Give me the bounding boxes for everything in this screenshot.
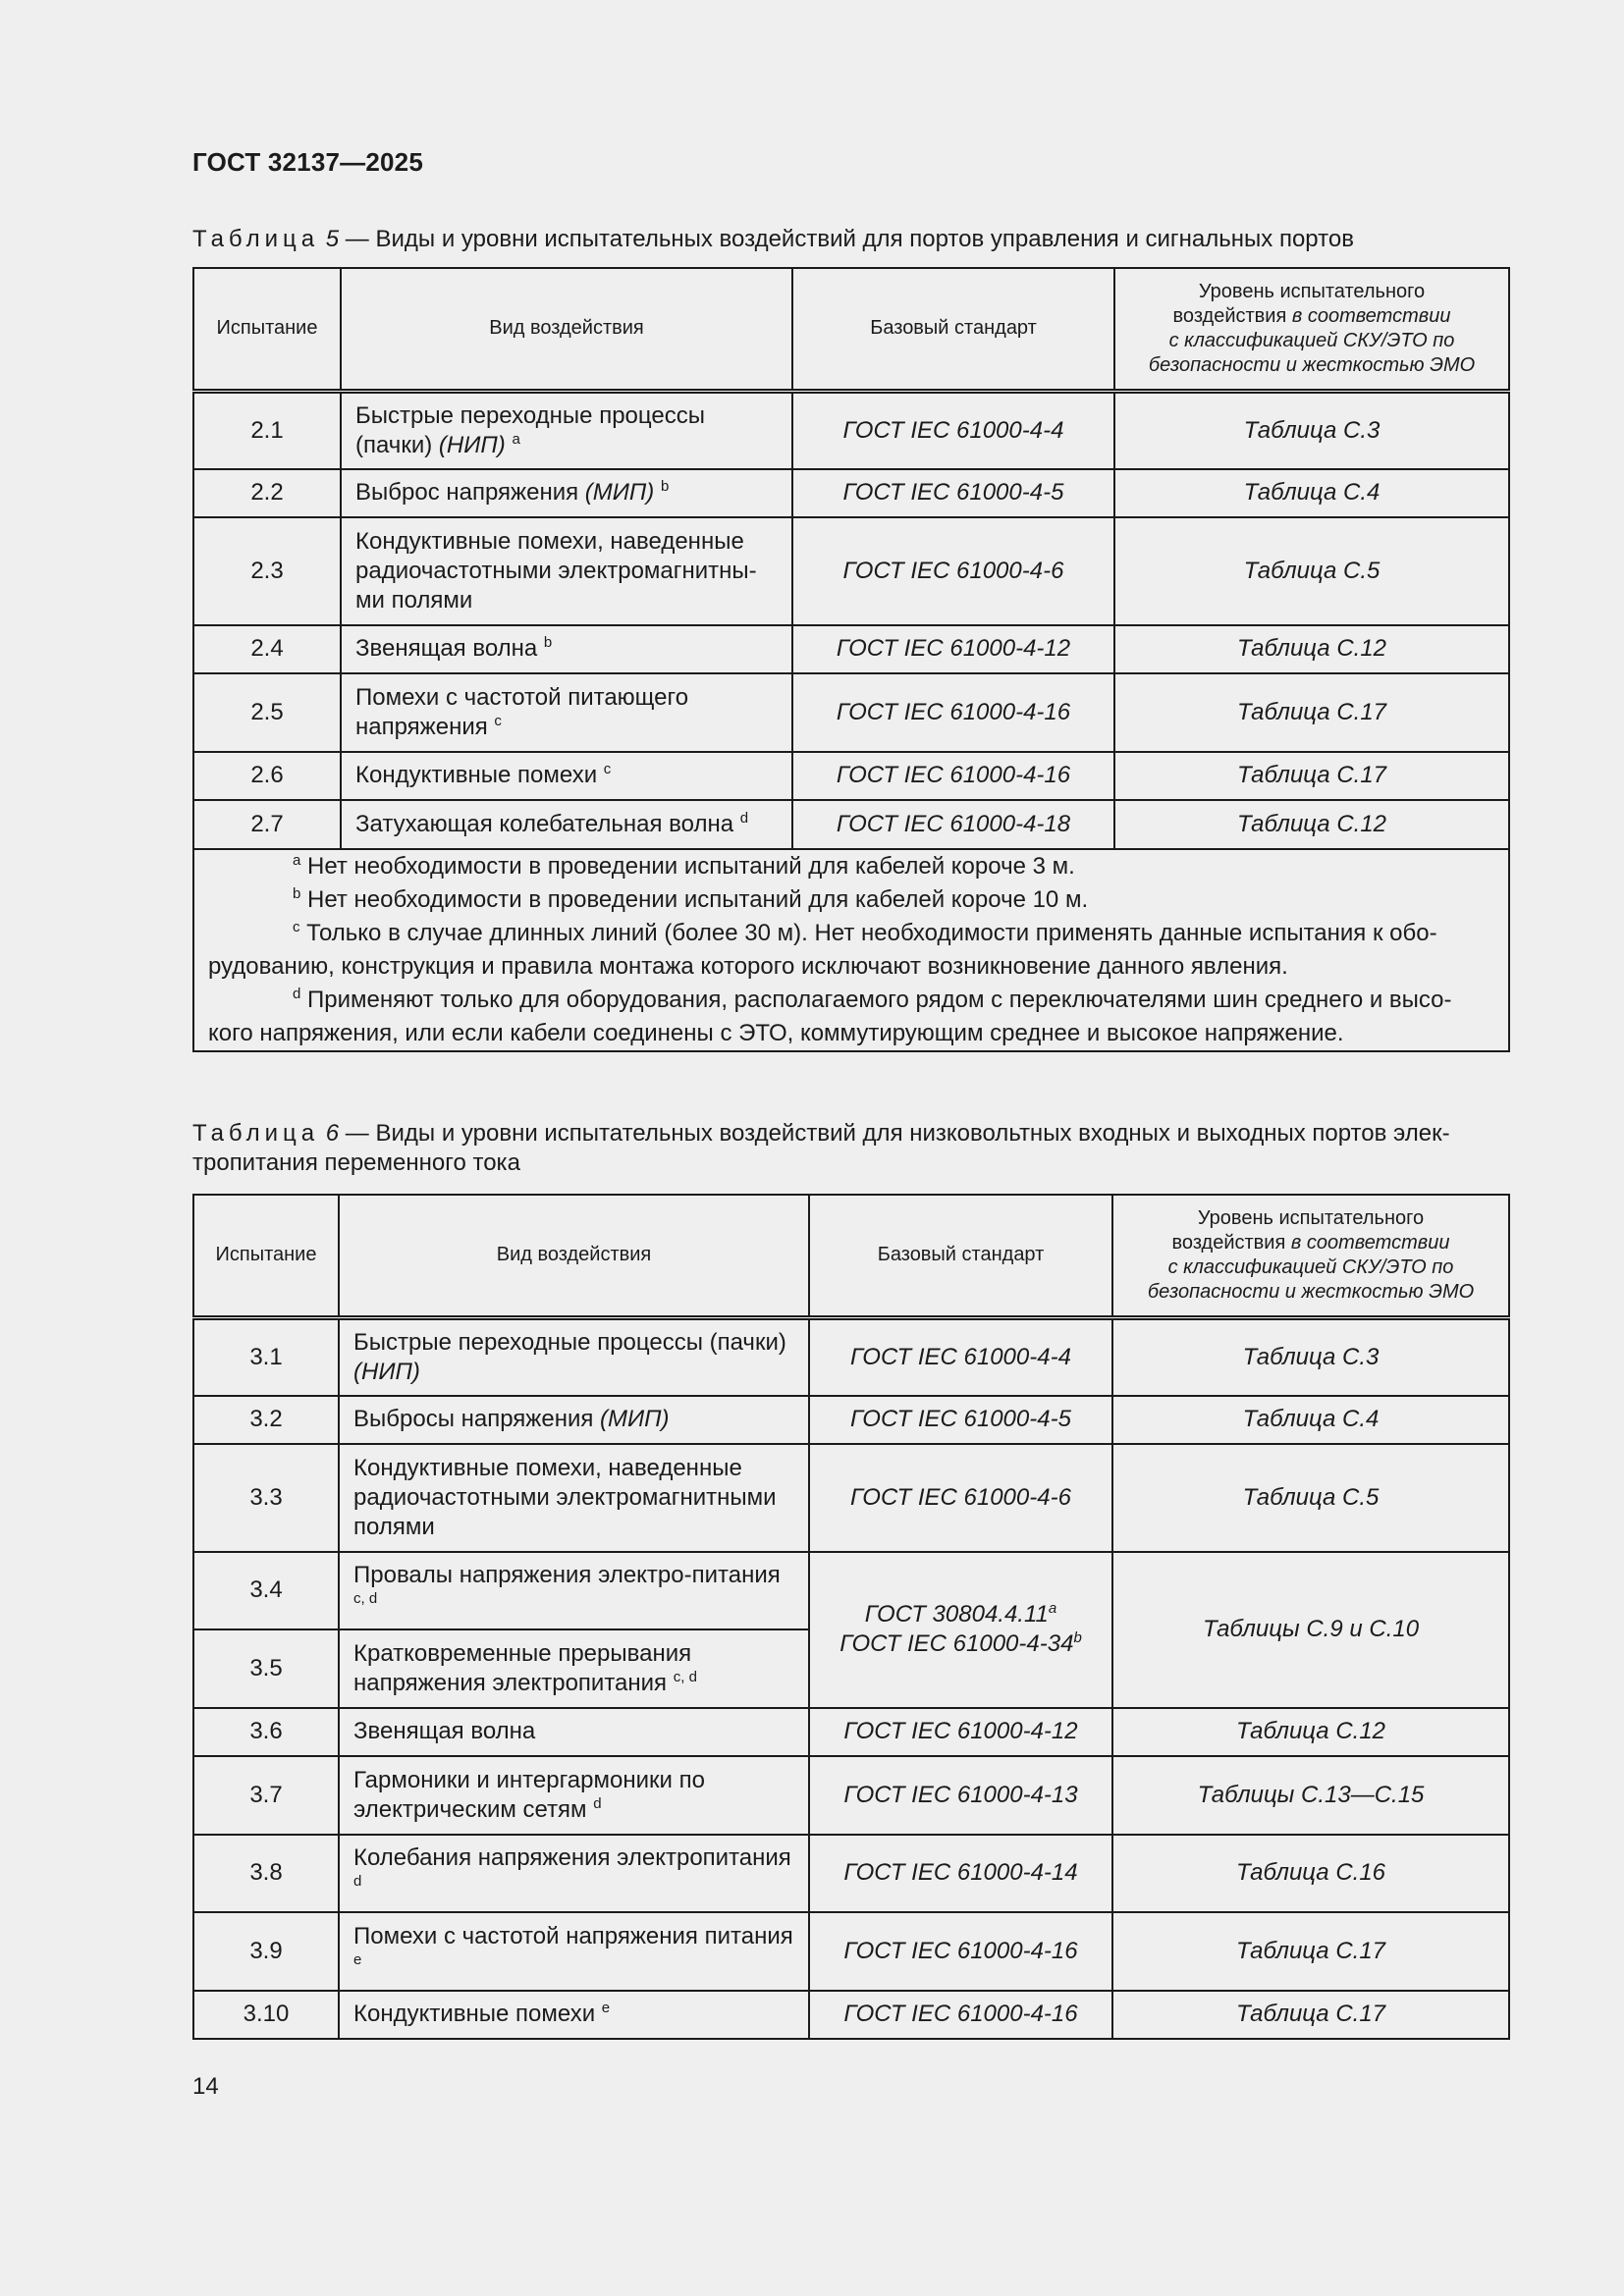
footnote bbox=[208, 883, 1494, 917]
cell-kind bbox=[341, 673, 792, 752]
cell-level: Таблица С.17 bbox=[1114, 673, 1509, 752]
table-header-row bbox=[193, 1195, 1509, 1317]
footnote-mark: c bbox=[293, 918, 300, 935]
kind-abbr: (МИП) bbox=[600, 1406, 670, 1433]
footnote-ref: a bbox=[512, 430, 520, 448]
footnote bbox=[208, 984, 1494, 1050]
cell-test: 3.5 bbox=[193, 1629, 339, 1708]
cell-kind bbox=[339, 1835, 809, 1913]
footnote-ref: b bbox=[660, 478, 670, 496]
cell-test: 3.7 bbox=[193, 1756, 339, 1835]
cell-level: Таблица С.3 bbox=[1112, 1317, 1509, 1396]
cell-kind bbox=[339, 1629, 809, 1708]
cell-standard: ГОСТ IEC 61000-4-4 bbox=[809, 1317, 1112, 1396]
footnote-ref: c bbox=[603, 761, 612, 778]
kind-text: Помехи с частотой напряжения питания bbox=[353, 1922, 793, 1949]
footnote-mark: a bbox=[293, 851, 301, 869]
footnote-ref: c bbox=[494, 712, 502, 729]
cell-standard: ГОСТ IEC 61000-4-16 bbox=[792, 673, 1114, 752]
table5-notes bbox=[193, 849, 1509, 1051]
cell-standard: ГОСТ IEC 61000-4-5 bbox=[792, 469, 1114, 518]
kind-text: Провалы напряжения электро-питания bbox=[353, 1562, 781, 1589]
caption-text: — Виды и уровни испытательных воздействий для низковольтных входных и выходных портов элек-тропитания переменного тока bbox=[192, 1120, 1450, 1176]
table-row bbox=[193, 1991, 1509, 2040]
col-header-standard: Базовый стандарт bbox=[809, 1195, 1112, 1317]
col-header-test: Испытание bbox=[193, 268, 341, 391]
kind-text: Затухающая колебательная волна bbox=[355, 810, 734, 837]
cell-test: 3.2 bbox=[193, 1396, 339, 1445]
cell-test: 2.1 bbox=[193, 391, 341, 469]
table5-caption bbox=[192, 225, 1508, 254]
kind-text: Кондуктивные помехи bbox=[355, 762, 598, 789]
cell-kind bbox=[341, 752, 792, 801]
col-header-kind: Вид воздействия bbox=[339, 1195, 809, 1317]
cell-standard: ГОСТ IEC 61000-4-16 bbox=[809, 1912, 1112, 1991]
document-id: ГОСТ 32137—2025 bbox=[192, 147, 423, 177]
col-header-level: Уровень испытательного воздействия в соответствии с классификацией СКУ/ЭТО по безопасности и жесткостью ЭМО bbox=[1112, 1195, 1509, 1317]
cell-standard: ГОСТ IEC 61000-4-5 bbox=[809, 1396, 1112, 1445]
caption-number: 6 bbox=[325, 1120, 340, 1147]
col-header-level: Уровень испытательного воздействия в соответствии с классификацией СКУ/ЭТО по безопасности и жесткостью ЭМО bbox=[1114, 268, 1509, 391]
table-row bbox=[193, 625, 1509, 674]
footnote-ref: d bbox=[739, 809, 749, 827]
footnote bbox=[208, 917, 1494, 984]
kind-text: Звенящая волна bbox=[355, 635, 538, 663]
table-row bbox=[193, 1396, 1509, 1445]
cell-standard: ГОСТ IEC 61000-4-16 bbox=[809, 1991, 1112, 2040]
cell-kind bbox=[341, 625, 792, 674]
caption-word: Таблица bbox=[192, 226, 320, 252]
cell-level: Таблица С.12 bbox=[1114, 625, 1509, 674]
cell-standard: ГОСТ IEC 61000-4-13 bbox=[809, 1756, 1112, 1835]
cell-kind bbox=[339, 1912, 809, 1991]
cell-test: 2.6 bbox=[193, 752, 341, 801]
cell-level: Таблица С.17 bbox=[1112, 1912, 1509, 1991]
table-notes-row bbox=[193, 849, 1509, 1051]
caption-word: Таблица bbox=[192, 1120, 320, 1147]
table6 bbox=[192, 1194, 1510, 2040]
kind-text: Помехи с частотой питающего напряжения bbox=[355, 683, 689, 740]
caption-number: 5 bbox=[325, 226, 340, 252]
cell-test: 3.9 bbox=[193, 1912, 339, 1991]
cell-test: 2.4 bbox=[193, 625, 341, 674]
col-header-test: Испытание bbox=[193, 1195, 339, 1317]
cell-standard: ГОСТ IEC 61000-4-16 bbox=[792, 752, 1114, 801]
cell-level: Таблица С.17 bbox=[1112, 1991, 1509, 2040]
footnote-ref: c, d bbox=[353, 1590, 378, 1608]
footnote-ref: b bbox=[543, 634, 553, 652]
cell-level: Таблица С.17 bbox=[1114, 752, 1509, 801]
kind-text: Кондуктивные помехи, наведенные радиочастотными электромагнитными полями bbox=[353, 1454, 777, 1540]
footnote-ref: c, d bbox=[673, 1668, 697, 1685]
footnote-text: Нет необходимости в проведении испытаний для кабелей короче 3 м. bbox=[300, 852, 1075, 880]
cell-level: Таблица С.12 bbox=[1112, 1708, 1509, 1757]
kind-text: Колебания напряжения электропитания bbox=[353, 1844, 791, 1872]
cell-kind bbox=[341, 391, 792, 469]
cell-standard: ГОСТ IEC 61000-4-12 bbox=[792, 625, 1114, 674]
table-row bbox=[193, 1552, 1509, 1630]
cell-test: 2.7 bbox=[193, 800, 341, 849]
kind-text: Быстрые переходные процессы (пачки) bbox=[353, 1328, 786, 1356]
cell-test: 3.3 bbox=[193, 1444, 339, 1552]
kind-text: Звенящая волна bbox=[353, 1718, 536, 1745]
cell-kind bbox=[339, 1396, 809, 1445]
footnote bbox=[208, 850, 1494, 883]
kind-text: Гармоники и интергармоники по электрическим сетям bbox=[353, 1766, 705, 1823]
caption-text: — Виды и уровни испытательных воздействий для портов управления и сигнальных портов bbox=[339, 226, 1354, 252]
footnote-text: Применяют только для оборудования, располагаемого рядом с переключателями шин среднего и высо-кого напряжения, или если кабели соединены с ЭТО, коммутирующим среднее и высокое напряжение. bbox=[208, 986, 1452, 1046]
footnote-mark: b bbox=[293, 884, 301, 902]
cell-standard: ГОСТ IEC 61000-4-18 bbox=[792, 800, 1114, 849]
cell-level: Таблица С.4 bbox=[1112, 1396, 1509, 1445]
kind-text: Выбросы напряжения bbox=[353, 1406, 601, 1433]
cell-test: 3.1 bbox=[193, 1317, 339, 1396]
cell-kind bbox=[339, 1756, 809, 1835]
kind-text: Выброс напряжения bbox=[355, 479, 585, 507]
cell-level: Таблицы С.13—С.15 bbox=[1112, 1756, 1509, 1835]
cell-kind bbox=[339, 1708, 809, 1757]
table-row bbox=[193, 469, 1509, 518]
cell-kind bbox=[341, 517, 792, 625]
cell-level: Таблица С.5 bbox=[1114, 517, 1509, 625]
table-row bbox=[193, 673, 1509, 752]
std-line-2: ГОСТ IEC 61000-4-34 bbox=[839, 1630, 1074, 1657]
footnote-ref: e bbox=[353, 1950, 362, 1968]
cell-kind bbox=[341, 469, 792, 518]
cell-test: 3.4 bbox=[193, 1552, 339, 1630]
footnote-text: Только в случае длинных линий (более 30 м). Нет необходимости применять данные испытания к обо-рудованию, конструкция и правила монтажа которого исключают возникновение данного явления. bbox=[208, 919, 1437, 980]
kind-text: Быстрые переходные процессы (пачки) bbox=[355, 401, 705, 458]
table-row bbox=[193, 391, 1509, 469]
table-row bbox=[193, 1912, 1509, 1991]
table-row bbox=[193, 1708, 1509, 1757]
cell-standard: ГОСТ IEC 61000-4-12 bbox=[809, 1708, 1112, 1757]
cell-level-merged: Таблицы С.9 и С.10 bbox=[1112, 1552, 1509, 1708]
cell-kind bbox=[339, 1552, 809, 1630]
footnote-text: Нет необходимости в проведении испытаний для кабелей короче 10 м. bbox=[300, 885, 1089, 913]
kind-abbr: (НИП) bbox=[438, 431, 506, 458]
footnote-ref: d bbox=[353, 1873, 362, 1891]
footnote-mark: d bbox=[293, 985, 301, 1002]
cell-level: Таблица С.12 bbox=[1114, 800, 1509, 849]
cell-kind bbox=[341, 800, 792, 849]
footnote-ref: a bbox=[1048, 1600, 1057, 1617]
table-row bbox=[193, 1835, 1509, 1913]
table-header-row bbox=[193, 268, 1509, 391]
cell-test: 2.5 bbox=[193, 673, 341, 752]
cell-kind bbox=[339, 1991, 809, 2040]
cell-standard: ГОСТ IEC 61000-4-14 bbox=[809, 1835, 1112, 1913]
cell-kind bbox=[339, 1317, 809, 1396]
cell-kind bbox=[339, 1444, 809, 1552]
page-number: 14 bbox=[192, 2073, 219, 2100]
col-header-kind: Вид воздействия bbox=[341, 268, 792, 391]
cell-standard: ГОСТ IEC 61000-4-4 bbox=[792, 391, 1114, 469]
kind-text: Кондуктивные помехи, наведенные радиочастотными электромагнитны-ми полями bbox=[355, 527, 757, 614]
cell-level: Таблица С.5 bbox=[1112, 1444, 1509, 1552]
footnote-ref: b bbox=[1073, 1629, 1082, 1646]
table-row bbox=[193, 800, 1509, 849]
footnote-ref: e bbox=[601, 2000, 611, 2017]
table-row bbox=[193, 1756, 1509, 1835]
table-row bbox=[193, 1444, 1509, 1552]
cell-test: 2.3 bbox=[193, 517, 341, 625]
cell-level: Таблица С.4 bbox=[1114, 469, 1509, 518]
table-row bbox=[193, 752, 1509, 801]
kind-text: Кратковременные прерывания напряжения электропитания bbox=[353, 1639, 692, 1696]
cell-test: 2.2 bbox=[193, 469, 341, 518]
cell-level: Таблица С.16 bbox=[1112, 1835, 1509, 1913]
cell-standard: ГОСТ IEC 61000-4-6 bbox=[792, 517, 1114, 625]
kind-abbr: (МИП) bbox=[584, 479, 655, 507]
col-header-standard: Базовый стандарт bbox=[792, 268, 1114, 391]
kind-text: Кондуктивные помехи bbox=[353, 2001, 596, 2028]
table-row bbox=[193, 1317, 1509, 1396]
cell-standard-merged bbox=[809, 1552, 1112, 1708]
cell-test: 3.6 bbox=[193, 1708, 339, 1757]
table5 bbox=[192, 267, 1510, 1052]
cell-level: Таблица С.3 bbox=[1114, 391, 1509, 469]
cell-test: 3.8 bbox=[193, 1835, 339, 1913]
kind-abbr: (НИП) bbox=[353, 1358, 420, 1385]
table-row bbox=[193, 517, 1509, 625]
table6-caption bbox=[192, 1119, 1508, 1178]
cell-test: 3.10 bbox=[193, 1991, 339, 2040]
footnote-ref: d bbox=[593, 1794, 602, 1812]
cell-standard: ГОСТ IEC 61000-4-6 bbox=[809, 1444, 1112, 1552]
std-line-1: ГОСТ 30804.4.11 bbox=[864, 1601, 1049, 1628]
